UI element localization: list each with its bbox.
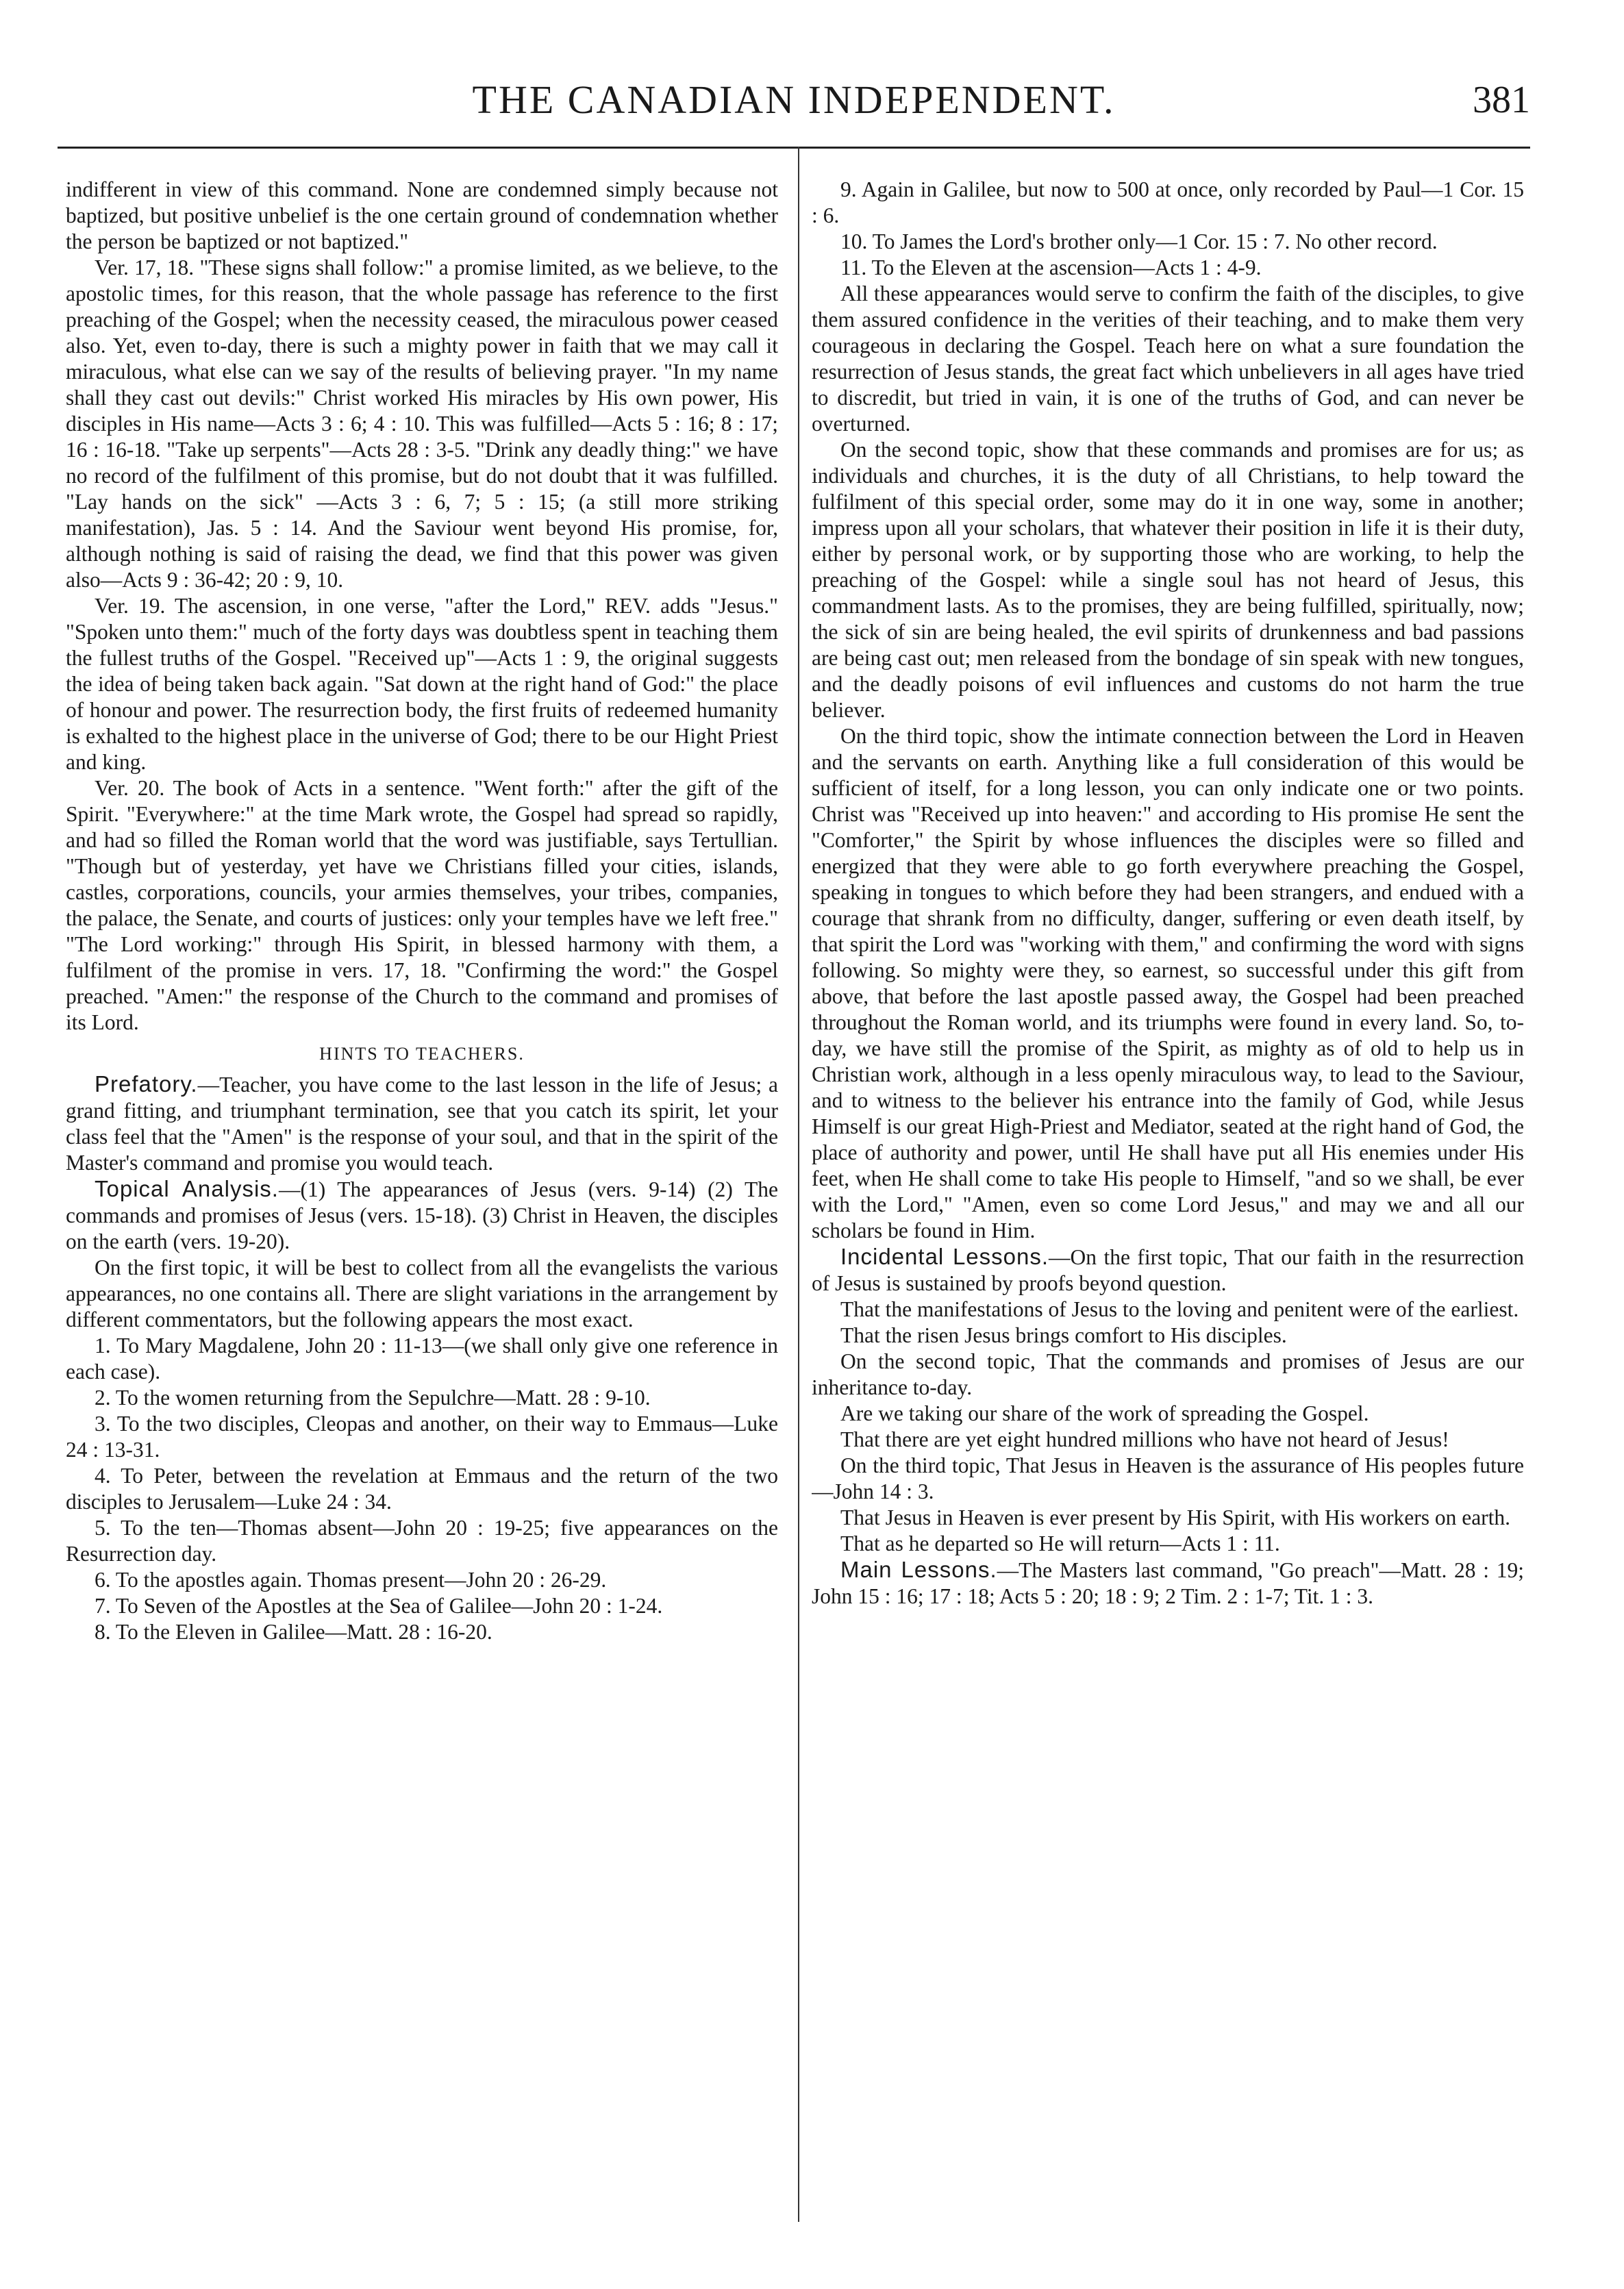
left-column [66,177,778,2225]
paragraph: Ver. 20. The book of Acts in a sentence. "Went forth:" after the gift of the Spirit. "Everywhere:" at the time Mark wrote, the Gospel had spread so rapidly, and had so filled the Roman world that the word was justifiable, says Tertullian. "Though but of yesterday, yet have we Christians filled your cities, islands, castles, corporations, councils, your armies themselves, your tribes, companies, the palace, the Senate, and courts of justices: only your temples have we left free." "The Lord working:" through His Spirit, in blessed harmony with them, a fulfilment of the promise in vers. 17, 18. "Confirming the word:" the Gospel preached. "Amen:" the response of the Church to the command and promises of its Lord. [66,776,778,1034]
right-column [812,177,1524,2225]
lesson-item: On the second topic, That the commands and promises of Jesus are our inheritance to-day. [812,1349,1524,1399]
lesson-item: That there are yet eight hundred millions who have not heard of Jesus! [840,1427,1449,1451]
lesson-item: Are we taking our share of the work of spreading the Gospel. [840,1401,1369,1425]
paragraph: On the third topic, show the intimate connection between the Lord in Heaven and the servants on earth. Anything like a full consideration of this would be sufficient of itself, for a long lesson, you can only indicate one or two points. Christ was "Received up into heaven:" and according to His promise He sent the "Comforter," the Spirit by whose influences the disciples were so filled and energized that they were able to go forth everywhere preaching the Gospel, speaking in tongues to which before they had been strangers, and endued with a courage that shrank from no difficulty, danger, suffering or even death itself, by that spirit the Lord was "working with them," and confirming the word with signs following. So mighty were they, so earnest, so successful under this gift from above, that before the last apostle passed away, the Gospel had been preached throughout the Roman world, and its triumphs were found in every land. So, to-day, we have still the promise of the Spirit, as mighty as of old to help us in Christian work, although in a less openly miraculous way, to lead to the Saviour, and to witness to the believer his entrance into the family of God, while Jesus Himself is our great High-Priest and Mediator, seated at the right hand of God, the place of authority and power, until He shall have put all His enemies under His feet, when He shall come to take His people to Himself, "and so we shall, be ever with the Lord," "Amen, even so come Lord Jesus," and may we and all our scholars be found in Him. [812,724,1524,1242]
paragraph-text: —(1) The appearances of Jesus (vers. 9-14) (2) The commands and promises of Jesus (vers. 15-18). (3) Christ in Heaven, the disciples on the earth (vers. 19-20). [66,1177,778,1253]
paragraph [812,1244,1524,1297]
column-divider [798,147,799,2222]
list-item: 6. To the apostles again. Thomas present—John 20 : 26-29. [95,1568,607,1592]
paragraph: All these appearances would serve to confirm the faith of the disciples, to give them assured confidence in the verities of their teaching, and to make them very courageous in declaring the Gospel. Teach here on what a sure foundation the resurrection of Jesus stands, the great fact which unbelievers in all ages have tried to discredit, but tried in vain, it is one of the truths of God, and can never be overturned. [812,282,1524,436]
publication-title: THE CANADIAN INDEPENDENT. [472,77,1116,122]
paragraph [66,1176,778,1255]
list-item: 9. Again in Galilee, but now to 500 at once, only recorded by Paul—1 Cor. 15 : 6. [812,177,1524,227]
run-in-heading: Prefatory. [95,1071,198,1097]
paragraph: Ver. 17, 18. "These signs shall follow:" a promise limited, as we believe, to the apostolic times, for this reason, that the whole passage has reference to the first preaching of the Gospel; when the necessity ceased, the miraculous power ceased also. Yet, even to-day, there is such a mighty power in faith that we may call it miraculous, what else can we say of the results of believing prayer. "In my name shall they cast out devils:" Christ worked His miracles by His own power, His disciples in His name—Acts 3 : 6; 4 : 10. This was fulfilled—Acts 5 : 16; 8 : 17; 16 : 16-18. "Take up serpents"—Acts 28 : 3-5. "Drink any deadly thing:" we have no record of the fulfilment of this promise, but do not doubt that it was fulfilled. "Lay hands on the sick" —Acts 3 : 6, 7; 5 : 15; (a still more striking manifestation), Jas. 5 : 14. And the Saviour went beyond His promise, for, although nothing is said of raising the dead, we find that this power was given also—Acts 9 : 36-42; 20 : 9, 10. [66,255,778,592]
paragraph: On the second topic, show that these commands and promises are for us; as individuals and churches, it is the duty of all Christians, to help toward the fulfilment of this special order, some may do it in one way, some in another; impress upon all your scholars, that whatever their position in life it is their duty, either by personal work, or by supporting those who are working, to help the preaching of the Gospel: while a single soul has not heard of Jesus, this commandment lasts. As to the promises, they are being fulfilled, spiritually, now; the sick of sin are being healed, the evil spirits of drunkenness and bad passions are being cast out; men released from the bondage of sin speak with new tongues, and the deadly poisons of evil influences and customs do not harm the true believer. [812,438,1524,722]
list-item: 2. To the women returning from the Sepulchre—Matt. 28 : 9-10. [95,1386,651,1410]
list-item: 3. To the two disciples, Cleopas and another, on their way to Emmaus—Luke 24 : 13-31. [66,1412,778,1462]
paragraph: Ver. 19. The ascension, in one verse, "after the Lord," REV. adds "Jesus." "Spoken unto them:" much of the forty days was doubtless spent in teaching them the fullest truths of the Gospel. "Received up"—Acts 1 : 9, the original suggests the idea of being taken back again. "Sat down at the right hand of God:" the place of honour and power. The resurrection body, the first fruits of redeemed humanity is exhalted to the highest place in the universe of God; there to be our Hight Priest and king. [66,594,778,774]
paragraph [812,1557,1524,1610]
run-in-heading: Topical Analysis. [95,1176,279,1201]
list-item: 1. To Mary Magdalene, John 20 : 11-13—(we shall only give one reference in each case). [66,1334,778,1384]
run-in-heading: Incidental Lessons. [840,1244,1049,1269]
lesson-item: That the risen Jesus brings comfort to His disciples. [840,1323,1287,1347]
list-item: 10. To James the Lord's brother only—1 Cor. 15 : 7. No other record. [840,229,1438,253]
run-in-heading: Main Lessons. [840,1557,997,1582]
section-heading: HINTS TO TEACHERS. [319,1044,525,1064]
list-item: 8. To the Eleven in Galilee—Matt. 28 : 16-20. [95,1620,492,1644]
list-item: 7. To Seven of the Apostles at the Sea of Galilee—John 20 : 1-24. [95,1594,663,1618]
paragraph-text: —Teacher, you have come to the last lesson in the life of Jesus; a grand fitting, and triumphant termination, see that you catch its spirit, let your class feel that the "Amen" is the response of your soul, and that in the spirit of the Master's command and promise you would teach. [66,1073,778,1175]
paragraph-text: —The Masters last command, "Go preach"—Matt. 28 : 19; John 15 : 16; 17 : 18; Acts 5 : 20; 18 : 9; 2 Tim. 2 : 1-7; Tit. 1 : 3. [812,1558,1524,1608]
page-header [58,73,1530,127]
page-number: 381 [1473,79,1530,121]
list-item: 5. To the ten—Thomas absent—John 20 : 19-25; five appearances on the Resurrection day. [66,1516,778,1566]
paragraph-text: —On the first topic, That our faith in the resurrection of Jesus is sustained by proofs beyond question. [812,1245,1524,1295]
lesson-item: On the third topic, That Jesus in Heaven is the assurance of His peoples future—John 14 : 3. [812,1453,1524,1503]
list-item: 4. To Peter, between the revelation at Emmaus and the return of the two disciples to Jerusalem—Luke 24 : 34. [66,1464,778,1514]
lesson-item: That Jesus in Heaven is ever present by His Spirit, with His workers on earth. [840,1505,1511,1529]
paragraph [66,1071,778,1176]
lesson-item: That as he departed so He will return—Acts 1 : 11. [840,1531,1280,1555]
paragraph: indifferent in view of this command. None are condemned simply because not baptized, but positive unbelief is the one certain ground of condemnation whether the person be baptized or not baptized." [66,177,778,253]
header-rule [58,147,1530,149]
lesson-item: That the manifestations of Jesus to the loving and penitent were of the earliest. [840,1297,1519,1321]
list-item: 11. To the Eleven at the ascension—Acts 1 : 4-9. [840,255,1262,279]
paragraph: On the first topic, it will be best to collect from all the evangelists the various appearances, no one contains all. There are slight variations in the arrangement by different commentators, but the following appears the most exact. [66,1255,778,1331]
